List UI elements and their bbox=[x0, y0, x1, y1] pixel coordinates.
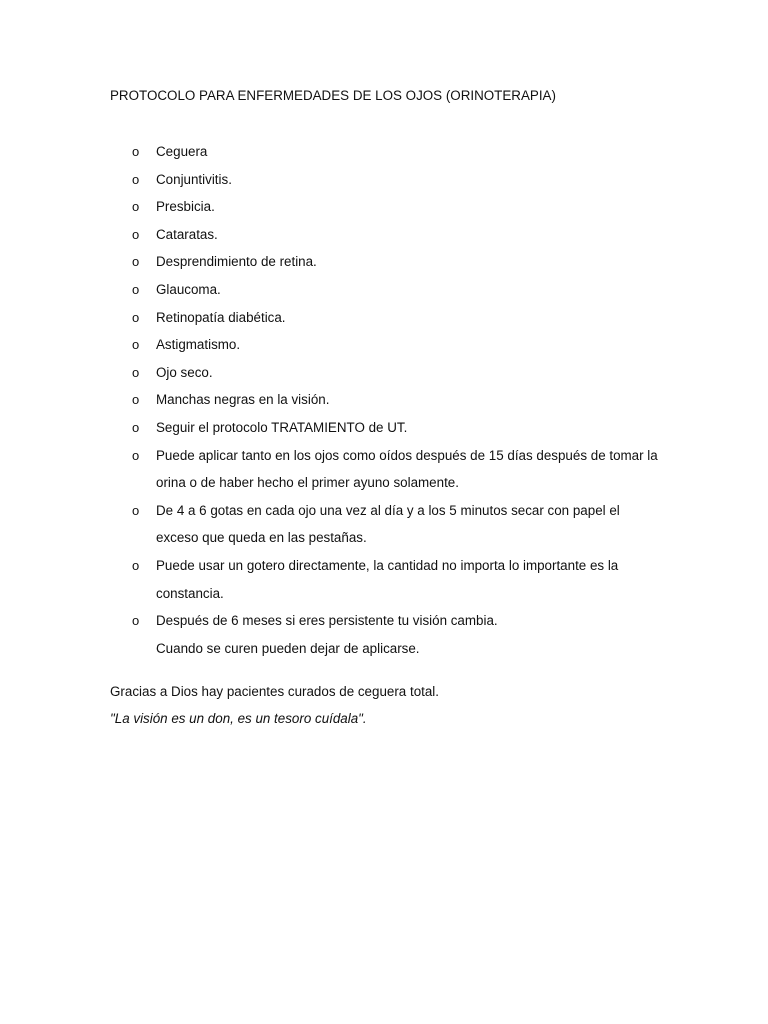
list-bullet: o bbox=[132, 613, 140, 629]
list-bullet: o bbox=[132, 254, 140, 270]
closing-section bbox=[110, 678, 670, 732]
list-item-text: Seguir el protocolo TRATAMIENTO de UT. bbox=[156, 419, 408, 435]
list-item-text: Después de 6 meses si eres persistente tu visión cambia. bbox=[156, 613, 498, 629]
list-item-text: De 4 a 6 gotas en cada ojo una vez al día y a los 5 minutos secar con papel el exceso que queda en las pestañas. bbox=[156, 502, 620, 546]
list-item-text: Glaucoma. bbox=[156, 281, 221, 297]
list-bullet: o bbox=[132, 281, 140, 297]
list-item bbox=[0, 138, 768, 166]
list-bullet: o bbox=[132, 557, 140, 573]
closing-statement: Gracias a Dios hay pacientes curados de ceguera total. bbox=[110, 684, 439, 699]
list-item-text: Puede aplicar tanto en los ojos como oídos después de 15 días después de tomar la orina o de haber hecho el primer ayuno solamente. bbox=[156, 447, 658, 491]
list-bullet: o bbox=[132, 171, 140, 187]
list-item bbox=[0, 635, 768, 663]
list-item bbox=[0, 248, 768, 276]
list-bullet: o bbox=[132, 392, 140, 408]
list-item-text: Puede usar un gotero directamente, la cantidad no importa lo importante es la constancia. bbox=[156, 557, 619, 601]
list-bullet: o bbox=[132, 309, 140, 325]
list-item bbox=[0, 414, 768, 442]
list-item-text: Ojo seco. bbox=[156, 364, 213, 380]
document-title: PROTOCOLO PARA ENFERMEDADES DE LOS OJOS (ORINOTERAPIA) bbox=[110, 88, 556, 103]
list-item bbox=[0, 497, 768, 552]
list-item bbox=[0, 276, 768, 304]
list-item-text: Cuando se curen pueden dejar de aplicarse. bbox=[156, 640, 420, 656]
list-item bbox=[0, 607, 768, 635]
list-bullet: o bbox=[132, 419, 140, 435]
list-item bbox=[0, 359, 768, 387]
closing-quote: "La visión es un don, es un tesoro cuídala". bbox=[110, 711, 367, 726]
list-item-text: Astigmatismo. bbox=[156, 337, 241, 353]
condition-list bbox=[0, 138, 768, 662]
list-item-text: Desprendimiento de retina. bbox=[156, 254, 317, 270]
list-bullet: o bbox=[132, 337, 140, 353]
list-item-text: Ceguera bbox=[156, 144, 208, 159]
list-item bbox=[0, 166, 768, 194]
list-bullet: o bbox=[132, 447, 140, 463]
list-item bbox=[0, 221, 768, 249]
list-item-text: Retinopatía diabética. bbox=[156, 309, 286, 325]
list-item bbox=[0, 442, 768, 497]
list-item bbox=[0, 304, 768, 332]
list-item bbox=[0, 552, 768, 607]
list-item-text: Conjuntivitis. bbox=[156, 171, 232, 187]
list-bullet: o bbox=[132, 364, 140, 380]
list-item bbox=[0, 331, 768, 359]
list-item-text: Cataratas. bbox=[156, 226, 218, 242]
list-item bbox=[0, 193, 768, 221]
list-bullet: o bbox=[132, 502, 140, 518]
list-item bbox=[0, 386, 768, 414]
list-item-text: Presbicia. bbox=[156, 199, 215, 215]
list-bullet: o bbox=[132, 199, 140, 215]
list-item-text: Manchas negras en la visión. bbox=[156, 392, 330, 408]
list-bullet: o bbox=[132, 144, 140, 159]
list-bullet: o bbox=[132, 226, 140, 242]
